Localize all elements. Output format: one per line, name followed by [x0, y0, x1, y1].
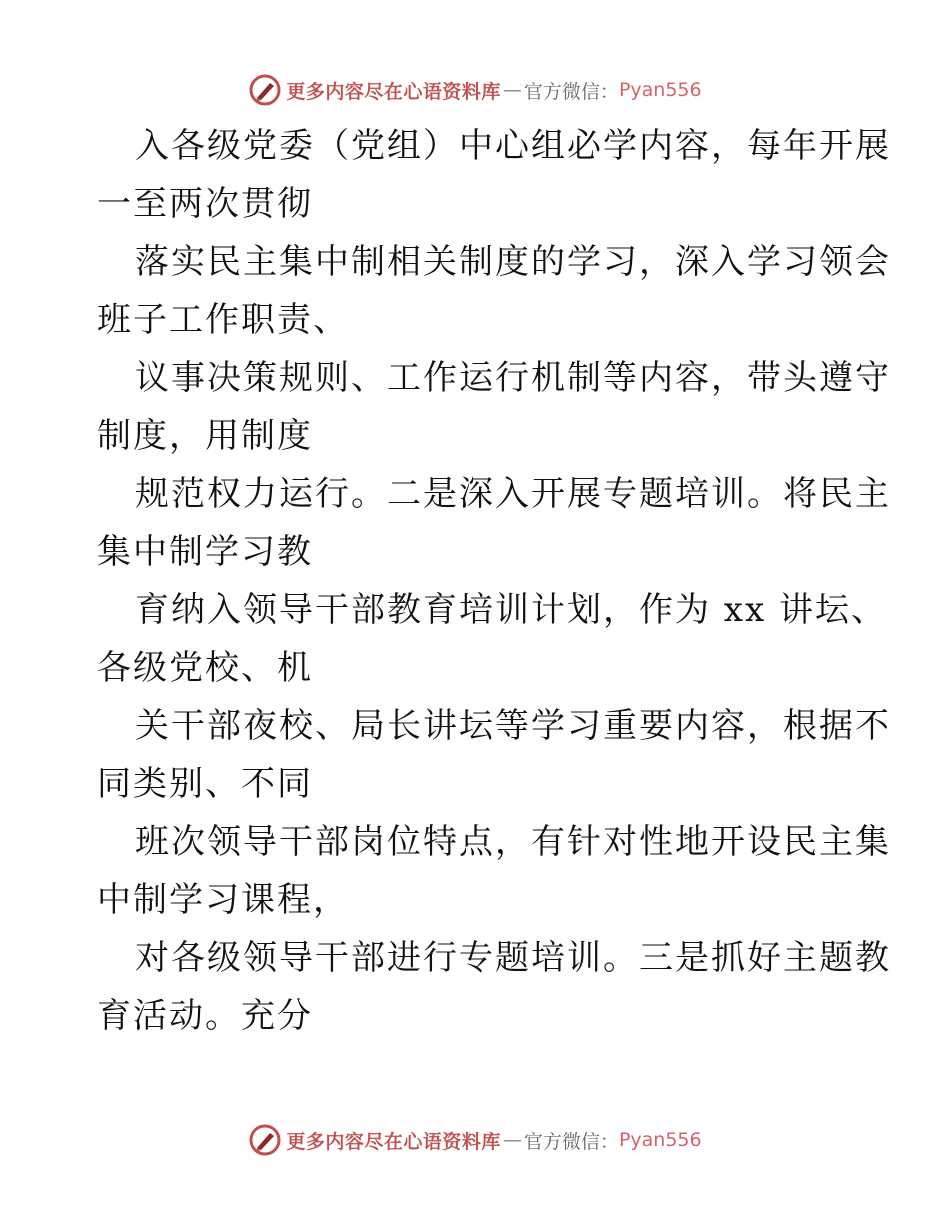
pen-circle-icon — [248, 1123, 282, 1157]
footer-wechat-id: Pyan556 — [618, 1129, 702, 1151]
body-line: 对各级领导干部进行专题培训。三是抓好主题教 — [135, 938, 891, 978]
header-banner — [0, 70, 950, 110]
body-line: 一至两次贯彻 — [97, 184, 313, 224]
header-site-text: 更多内容尽在心语资料库 — [286, 80, 501, 103]
body-line: 规范权力运行。二是深入开展专题培训。将民主 — [135, 474, 891, 514]
header-wechat-label: 官方微信： — [523, 80, 619, 103]
body-line: 集中制学习教 — [97, 532, 313, 572]
body-line: 班次领导干部岗位特点，有针对性地开设民主集 — [135, 822, 891, 862]
body-line: 议事决策规则、工作运行机制等内容，带头遵守 — [135, 358, 891, 398]
footer-site-text: 更多内容尽在心语资料库 — [286, 1130, 501, 1153]
footer-dash: — — [502, 1129, 522, 1151]
header-wechat-id: Pyan556 — [618, 79, 702, 101]
pen-circle-icon — [248, 73, 282, 107]
body-line: 落实民主集中制相关制度的学习，深入学习领会 — [135, 242, 891, 282]
body-line: 关干部夜校、局长讲坛等学习重要内容，根据不 — [135, 706, 891, 746]
footer-wechat-label: 官方微信： — [523, 1130, 619, 1153]
document-body — [97, 117, 891, 1045]
body-line: 制度，用制度 — [97, 416, 313, 456]
body-line: 育活动。充分 — [97, 996, 313, 1036]
body-line: 班子工作职责、 — [97, 300, 349, 340]
body-line: 同类别、不同 — [97, 764, 313, 804]
footer-banner — [0, 1120, 950, 1160]
body-line: 中制学习课程， — [97, 880, 349, 920]
body-line: 育纳入领导干部教育培训计划，作为 xx 讲坛、 — [135, 590, 887, 630]
body-line: 各级党校、机 — [97, 648, 313, 688]
header-dash: — — [502, 79, 522, 101]
body-line: 入各级党委（党组）中心组必学内容，每年开展 — [135, 126, 891, 166]
